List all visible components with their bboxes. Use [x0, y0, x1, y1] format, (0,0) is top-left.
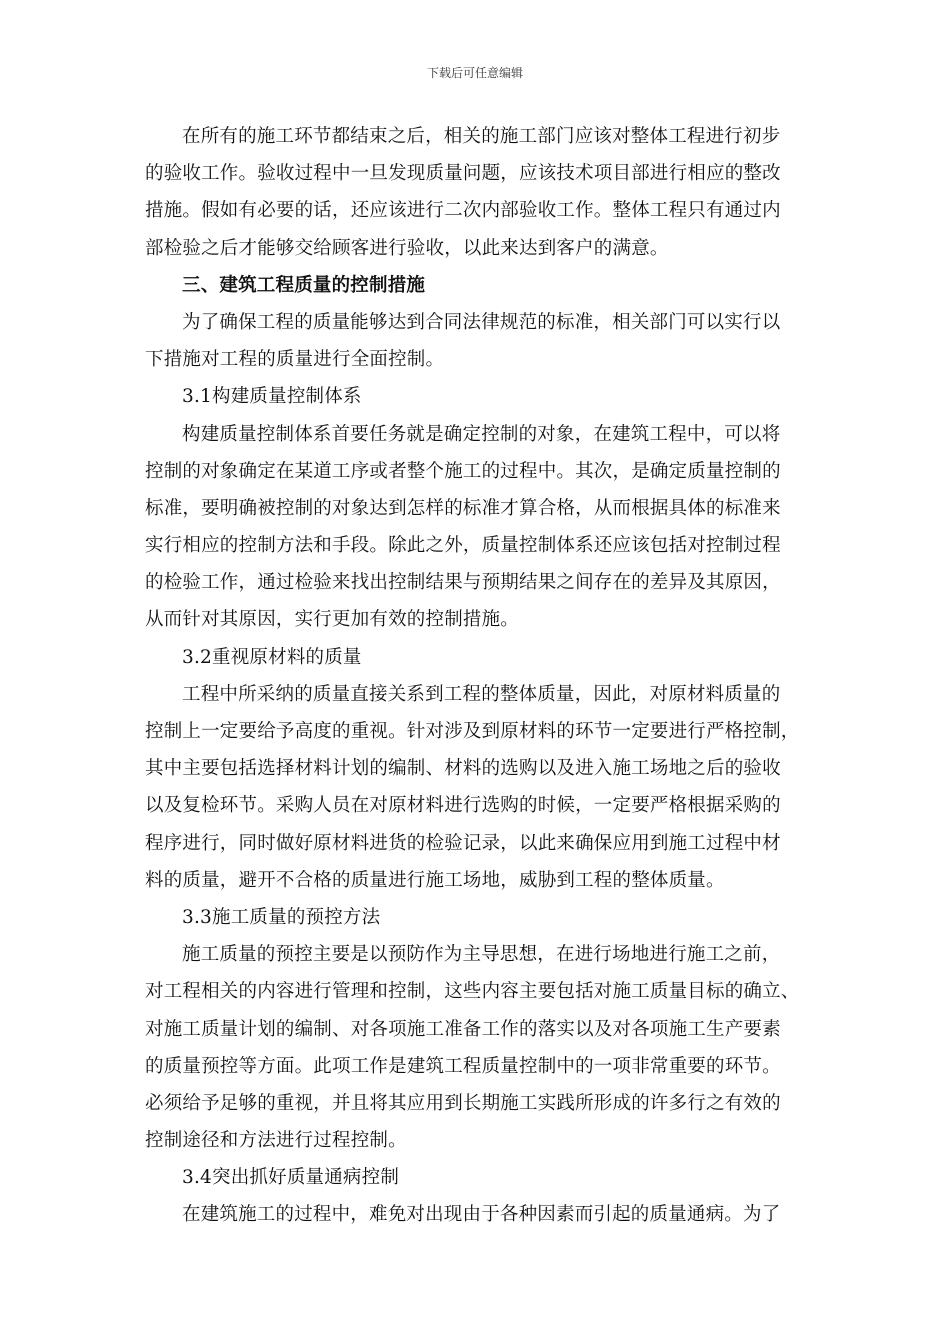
paragraph-line: 标准，要明确被控制的对象达到怎样的标准才算合格，从而根据具体的标准来: [145, 497, 781, 519]
paragraph-line: 控制上一定要给予高度的重视。针对涉及到原材料的环节一定要进行严格控制，: [145, 721, 800, 742]
paragraph-line: 对工程相关的内容进行管理和控制，这些内容主要包括对施工质量目标的确立、: [145, 981, 800, 1003]
paragraph-line: 从而针对其原因，实行更加有效的控制措施。: [145, 609, 520, 631]
paragraph-line: 必须给予足够的重视，并且将其应用到长期施工实践所形成的许多行之有效的: [145, 1092, 781, 1114]
section-heading: 三、建筑工程质量的控制措施: [182, 274, 426, 296]
subsection-heading: 3.3施工质量的预控方法: [182, 906, 381, 928]
paragraph-line: 的验收工作。验收过程中一旦发现质量问题，应该技术项目部进行相应的整改: [145, 163, 781, 185]
paragraph-line: 料的质量，避开不合格的质量进行施工场地，威胁到工程的整体质量。: [145, 869, 725, 891]
paragraph-line: 在建筑施工的过程中，难免对出现由于各种因素而引起的质量通病。为了: [182, 1204, 781, 1226]
page-header: 下载后可任意编辑: [426, 66, 523, 80]
paragraph-line: 其中主要包括选择材料计划的编制、材料的选购以及进入施工场地之后的验收: [145, 758, 781, 780]
paragraph-line: 部检验之后才能够交给顾客进行验收，以此来达到客户的满意。: [145, 237, 669, 259]
paragraph-line: 下措施对工程的质量进行全面控制。: [145, 349, 445, 371]
paragraph-line: 控制的对象确定在某道工序或者整个施工的过程中。其次，是确定质量控制的: [145, 460, 781, 482]
paragraph-line: 对施工质量计划的编制、对各项施工准备工作的落实以及对各项施工生产要素: [145, 1018, 781, 1040]
subsection-heading: 3.4突出抓好质量通病控制: [182, 1167, 400, 1189]
paragraph-line: 构建质量控制体系首要任务就是确定控制的对象，在建筑工程中，可以将: [182, 423, 781, 445]
paragraph-line: 为了确保工程的质量能够达到合同法律规范的标准，相关部门可以实行以: [182, 311, 781, 333]
paragraph-line: 控制途径和方法进行过程控制。: [145, 1130, 407, 1152]
document-body: [145, 118, 817, 1234]
paragraph-line: 的检验工作，通过检验来找出控制结果与预期结果之间存在的差异及其原因，: [145, 572, 781, 594]
subsection-heading: 3.1构建质量控制体系: [182, 386, 362, 408]
paragraph-line: 在所有的施工环节都结束之后，相关的施工部门应该对整体工程进行初步: [182, 126, 781, 147]
paragraph-line: 的质量预控等方面。此项工作是建筑工程质量控制中的一项非常重要的环节。: [145, 1055, 781, 1077]
paragraph-line: 工程中所采纳的质量直接关系到工程的整体质量，因此，对原材料质量的: [182, 683, 781, 705]
paragraph-line: 以及复检环节。采购人员在对原材料进行选购的时候，一定要严格根据采购的: [145, 795, 781, 817]
subsection-heading: 3.2重视原材料的质量: [182, 646, 362, 668]
paragraph-line: 措施。假如有必要的话，还应该进行二次内部验收工作。整体工程只有通过内: [145, 200, 781, 222]
paragraph-line: 程序进行，同时做好原材料进货的检验记录，以此来确保应用到施工过程中材: [145, 832, 781, 854]
paragraph-line: 施工质量的预控主要是以预防作为主导思想，在进行场地进行施工之前，: [182, 944, 781, 966]
paragraph-line: 实行相应的控制方法和手段。除此之外，质量控制体系还应该包括对控制过程: [145, 535, 781, 557]
